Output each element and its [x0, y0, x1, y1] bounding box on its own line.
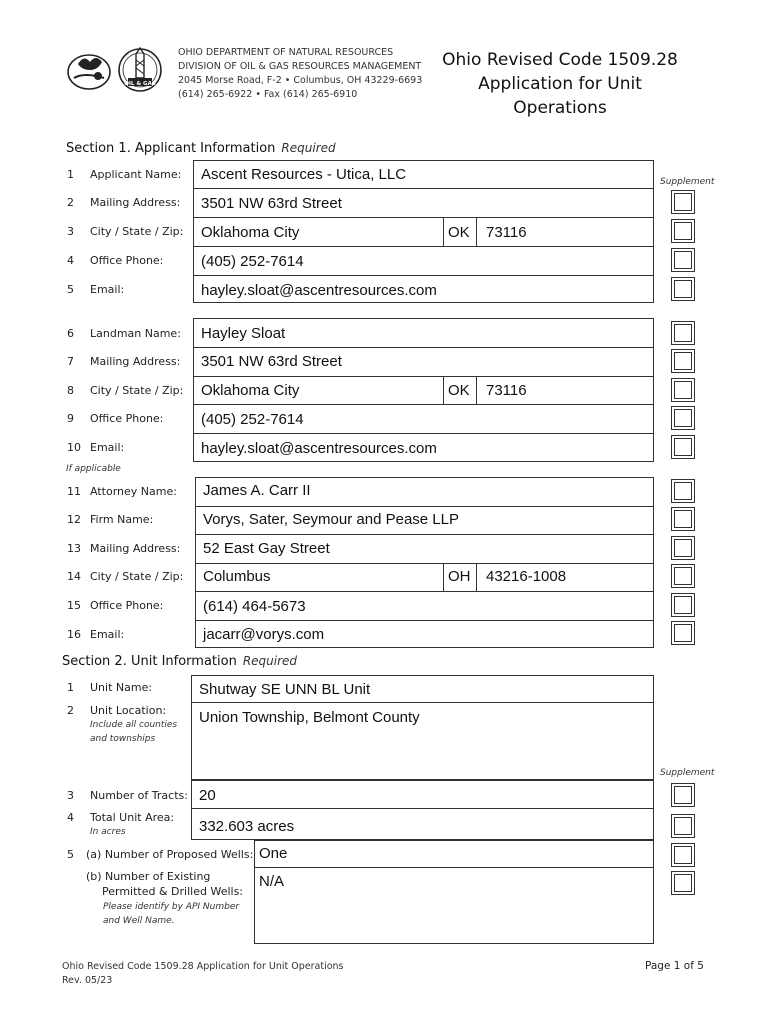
landman-address-value[interactable]: 3501 NW 63rd Street [201, 353, 342, 370]
row-number: 5 [67, 283, 74, 296]
landman-state-value[interactable]: OK [448, 382, 470, 399]
row-number: 2 [67, 196, 74, 209]
landman-city-label: City / State / Zip: [90, 384, 184, 397]
supplement-checkbox[interactable] [671, 406, 695, 430]
supplement-checkbox[interactable] [671, 564, 695, 588]
attorney-email-value[interactable]: jacarr@vorys.com [203, 626, 325, 643]
supplement-checkbox[interactable] [671, 435, 695, 459]
row-number: 10 [67, 441, 81, 454]
form-title: Ohio Revised Code 1509.28 Application for Unit Operations [442, 50, 678, 118]
row-number: 3 [67, 225, 74, 238]
supplement-checkbox[interactable] [671, 507, 695, 531]
supplement-checkbox[interactable] [671, 843, 695, 867]
acreage-value[interactable]: 332.603 acres [199, 818, 295, 835]
supplement-checkbox[interactable] [671, 219, 695, 243]
applicant-state-value[interactable]: OK [448, 224, 470, 241]
row-number: 4 [67, 254, 74, 267]
row-number: 9 [67, 412, 74, 425]
supplement-checkbox[interactable] [671, 871, 695, 895]
attorney-phone-label: Office Phone: [90, 599, 164, 612]
applicant-email-value[interactable]: hayley.sloat@ascentresources.com [201, 282, 437, 299]
applicant-zip-value[interactable]: 73116 [486, 224, 527, 241]
unit-location-note: Include all counties and townships [90, 720, 178, 744]
row-number: 6 [67, 327, 74, 340]
landman-phone-value[interactable]: (405) 252-7614 [201, 411, 304, 428]
landman-email-label: Email: [90, 441, 125, 454]
attorney-city-value[interactable]: Columbus [203, 568, 271, 585]
attorney-name-value[interactable]: James A. Carr II [203, 482, 311, 499]
landman-zip-value[interactable]: 73116 [486, 382, 527, 399]
existing-wells-value[interactable]: N/A [259, 873, 285, 890]
attorney-zip-value[interactable]: 43216-1008 [486, 568, 567, 585]
proposed-wells-label: (a) Number of Proposed Wells: [86, 848, 254, 861]
landman-name-value[interactable]: Hayley Sloat [201, 325, 286, 342]
agency-line: 2045 Morse Road, F-2 • Columbus, OH 43229-6693 [178, 75, 423, 86]
applicant-email-label: Email: [90, 283, 125, 296]
row-number: 13 [67, 542, 81, 555]
applicant-phone-label: Office Phone: [90, 254, 164, 267]
svg-text:OIL & GAS: OIL & GAS [124, 81, 156, 87]
section2-supplement-label: Supplement [660, 768, 715, 778]
row-number: 7 [67, 355, 74, 368]
attorney-address-value[interactable]: 52 East Gay Street [203, 540, 330, 557]
row-number: 11 [67, 485, 81, 498]
page-number: Page 1 of 5 [645, 960, 704, 972]
oil-gas-seal [116, 44, 164, 96]
row-number: 1 [67, 681, 74, 694]
supplement-checkbox[interactable] [671, 248, 695, 272]
section1-heading: Section 1. Applicant Information Required [66, 141, 336, 156]
row-number: 5 [67, 848, 74, 861]
footer-form-name: Ohio Revised Code 1509.28 Application for Unit Operations Rev. 05/23 [62, 961, 344, 986]
if-applicable-note: If applicable [66, 464, 121, 474]
acreage-note: In acres [90, 827, 126, 837]
supplement-checkbox[interactable] [671, 783, 695, 807]
supplement-checkbox[interactable] [671, 378, 695, 402]
unit-name-value[interactable]: Shutway SE UNN BL Unit [199, 681, 371, 698]
applicant-name-value[interactable]: Ascent Resources - Utica, LLC [201, 166, 407, 183]
landman-email-value[interactable]: hayley.sloat@ascentresources.com [201, 440, 437, 457]
existing-wells-label: (b) Number of Existing Permitted & Drilled Wells: [86, 870, 244, 898]
unit-name-label: Unit Name: [90, 681, 153, 694]
row-number: 4 [67, 811, 74, 824]
agency-line: (614) 265-6922 • Fax (614) 265-6910 [178, 89, 358, 100]
landman-city-value[interactable]: Oklahoma City [201, 382, 300, 399]
acreage-label: Total Unit Area: [90, 811, 175, 824]
existing-wells-note: Please identify by API Number and Well Name. [103, 902, 240, 926]
row-number: 2 [67, 704, 74, 717]
agency-line: DIVISION OF OIL & GAS RESOURCES MANAGEMENT [178, 61, 422, 72]
applicant-city-value[interactable]: Oklahoma City [201, 224, 300, 241]
odnr-logo [64, 48, 114, 94]
attorney-city-label: City / State / Zip: [90, 570, 184, 583]
row-number: 14 [67, 570, 81, 583]
supplement-checkbox[interactable] [671, 190, 695, 214]
supplement-checkbox[interactable] [671, 814, 695, 838]
landman-address-label: Mailing Address: [90, 355, 181, 368]
supplement-checkbox[interactable] [671, 621, 695, 645]
unit-location-value[interactable]: Union Township, Belmont County [199, 709, 420, 726]
applicant-city-label: City / State / Zip: [90, 225, 184, 238]
supplement-checkbox[interactable] [671, 321, 695, 345]
row-number: 15 [67, 599, 81, 612]
firm-name-label: Firm Name: [90, 513, 154, 526]
supplement-checkbox[interactable] [671, 349, 695, 373]
row-number: 1 [67, 168, 74, 181]
agency-line: OHIO DEPARTMENT OF NATURAL RESOURCES [178, 47, 394, 58]
firm-name-value[interactable]: Vorys, Sater, Seymour and Pease LLP [203, 511, 459, 528]
proposed-wells-value[interactable]: One [259, 845, 288, 862]
attorney-address-label: Mailing Address: [90, 542, 181, 555]
tracts-value[interactable]: 20 [199, 787, 216, 804]
applicant-name-label: Applicant Name: [90, 168, 182, 181]
supplement-checkbox[interactable] [671, 479, 695, 503]
unit-location-label: Unit Location: [90, 704, 167, 717]
applicant-address-label: Mailing Address: [90, 196, 181, 209]
tracts-label: Number of Tracts: [90, 789, 188, 802]
attorney-email-label: Email: [90, 628, 125, 641]
landman-name-label: Landman Name: [90, 327, 181, 340]
section1-supplement-label: Supplement [660, 177, 715, 187]
section2-heading: Section 2. Unit Information Required [62, 654, 298, 669]
applicant-phone-value[interactable]: (405) 252-7614 [201, 253, 304, 270]
row-number: 12 [67, 513, 81, 526]
attorney-phone-value[interactable]: (614) 464-5673 [203, 598, 306, 615]
supplement-checkbox[interactable] [671, 536, 695, 560]
row-number: 8 [67, 384, 74, 397]
agency-address [178, 46, 422, 102]
wells-box [254, 840, 654, 944]
row-number: 16 [67, 628, 81, 641]
attorney-state-value[interactable]: OH [448, 568, 471, 585]
attorney-name-label: Attorney Name: [90, 485, 177, 498]
supplement-checkbox[interactable] [671, 593, 695, 617]
applicant-address-value[interactable]: 3501 NW 63rd Street [201, 195, 342, 212]
row-number: 3 [67, 789, 74, 802]
supplement-checkbox[interactable] [671, 277, 695, 301]
landman-phone-label: Office Phone: [90, 412, 164, 425]
